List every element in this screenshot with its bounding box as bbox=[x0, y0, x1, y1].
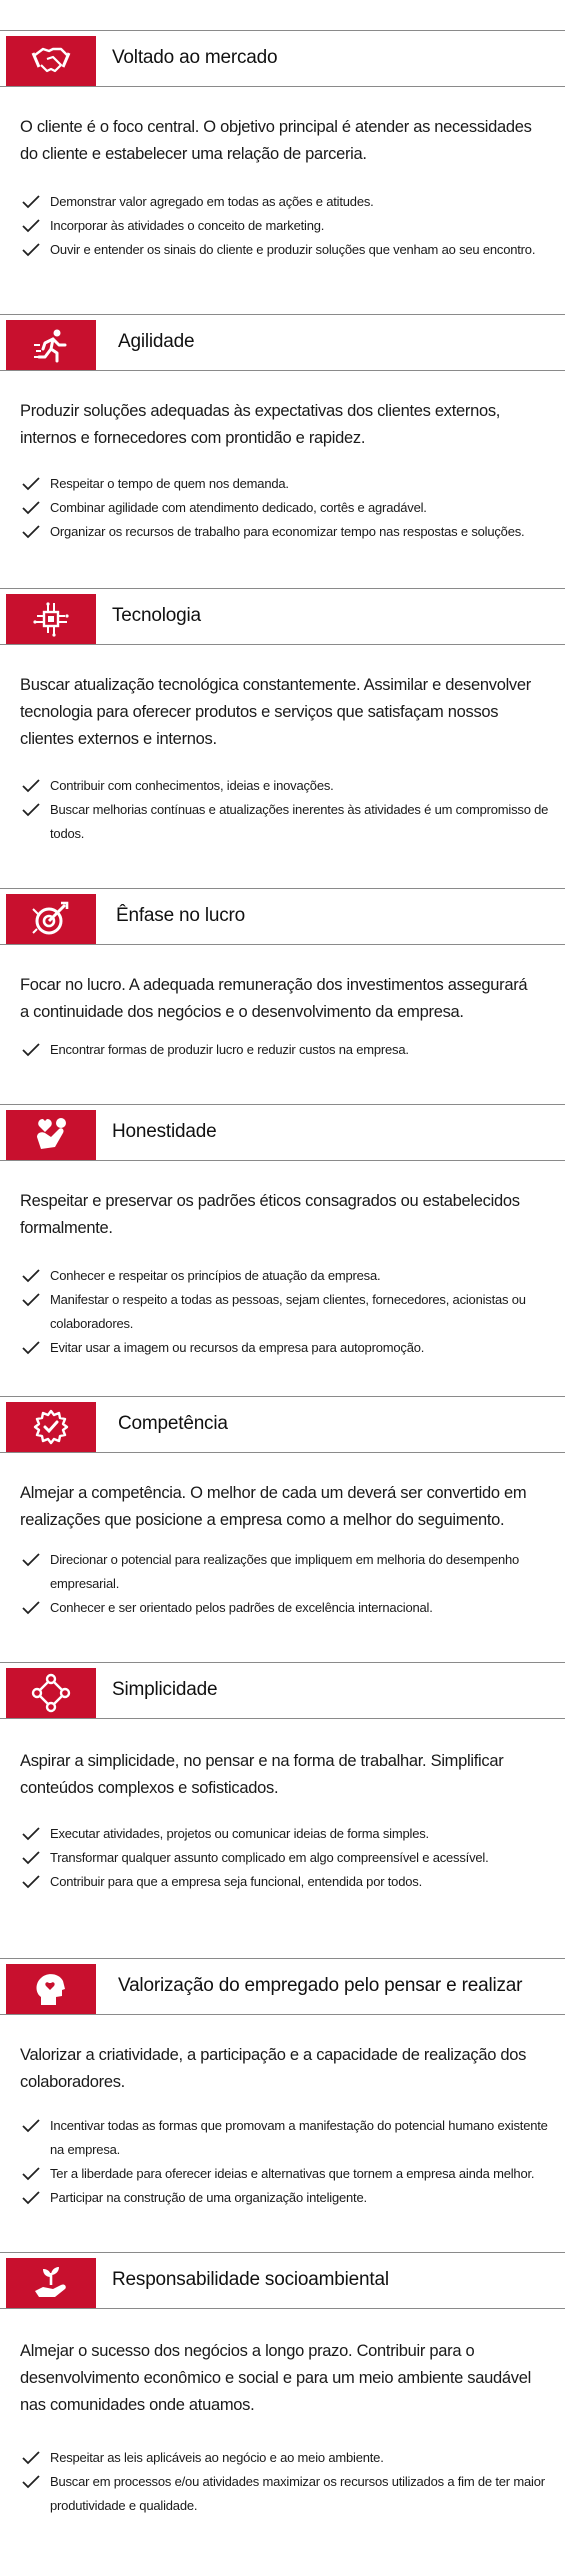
header-divider-top bbox=[0, 1104, 565, 1105]
section-intro: O cliente é o foco central. O objetivo principal é atender as necessidades do cliente e estabelecer uma relação de parceria. bbox=[20, 118, 532, 163]
section-intro: Almejar a competência. O melhor de cada um deverá ser convertido em realizações que posicione a empresa como a melhor do seguimento. bbox=[20, 1484, 527, 1529]
section-title: Voltado ao mercado bbox=[112, 47, 278, 68]
checklist-item bbox=[20, 1846, 550, 1870]
checklist-item bbox=[20, 190, 550, 214]
checklist-item bbox=[20, 2186, 550, 2210]
checklist-item bbox=[20, 2470, 550, 2518]
section-title: Honestidade bbox=[112, 1121, 217, 1142]
checklist-item bbox=[20, 1288, 550, 1336]
checklist-item bbox=[20, 1822, 550, 1846]
checklist-item bbox=[20, 1870, 550, 1894]
checkmark-icon bbox=[22, 2167, 40, 2181]
checklist-item-text: Organizar os recursos de trabalho para economizar tempo nas respostas e soluções. bbox=[50, 524, 525, 539]
checkmark-icon bbox=[22, 243, 40, 257]
checklist-item-text: Direcionar o potencial para realizações que impliquem em melhoria do desempenho empresarial. bbox=[50, 1552, 520, 1591]
header-divider-bottom bbox=[0, 2014, 565, 2015]
checkmark-icon bbox=[22, 1269, 40, 1283]
header-divider-top bbox=[0, 588, 565, 589]
checklist-item bbox=[20, 2162, 550, 2186]
checklist-item-text: Incorporar às atividades o conceito de marketing. bbox=[50, 218, 325, 233]
checkmark-icon bbox=[22, 501, 40, 515]
checklist-item-text: Contribuir para que a empresa seja funcional, entendida por todos. bbox=[50, 1874, 422, 1889]
checklist bbox=[20, 774, 550, 846]
checkmark-icon bbox=[22, 195, 40, 209]
handshake-icon bbox=[31, 41, 71, 81]
header-divider-top bbox=[0, 30, 565, 31]
checkmark-icon bbox=[22, 1827, 40, 1841]
section-intro: Focar no lucro. A adequada remuneração dos investimentos assegurará a continuidade dos negócios e o desenvolvimento da empresa. bbox=[20, 976, 528, 1021]
header-divider-top bbox=[0, 888, 565, 889]
checklist-item-text: Respeitar as leis aplicáveis ao negócio e ao meio ambiente. bbox=[50, 2450, 384, 2465]
header-divider-top bbox=[0, 1396, 565, 1397]
section-title: Ênfase no lucro bbox=[116, 905, 246, 926]
header-divider-top bbox=[0, 2252, 565, 2253]
header-divider-bottom bbox=[0, 2308, 565, 2309]
section-title: Agilidade bbox=[118, 331, 195, 352]
section-icon-box bbox=[6, 894, 96, 944]
checkmark-icon bbox=[22, 1341, 40, 1355]
section-intro: Buscar atualização tecnológica constantemente. Assimilar e desenvolver tecnologia para oferecer produtos e serviços que satisfaçam nossos clientes externos e internos. bbox=[20, 676, 531, 748]
checkmark-icon bbox=[22, 477, 40, 491]
section-icon-box bbox=[6, 36, 96, 86]
checklist-item-text: Encontrar formas de produzir lucro e reduzir custos na empresa. bbox=[50, 1042, 409, 1057]
section-icon-box bbox=[6, 1668, 96, 1718]
checkmark-icon bbox=[22, 2119, 40, 2133]
header-divider-top bbox=[0, 1958, 565, 1959]
checkmark-icon bbox=[22, 525, 40, 539]
checklist-item bbox=[20, 1264, 550, 1288]
checklist-item bbox=[20, 214, 550, 238]
checklist bbox=[20, 190, 550, 262]
checkmark-icon bbox=[22, 1293, 40, 1307]
checklist-item bbox=[20, 1038, 550, 1062]
checklist-item bbox=[20, 2114, 550, 2162]
checkmark-icon bbox=[22, 1851, 40, 1865]
checklist-item-text: Ter a liberdade para oferecer ideias e alternativas que tornem a empresa ainda melhor. bbox=[50, 2166, 535, 2181]
checklist-item-text: Conhecer e ser orientado pelos padrões de excelência internacional. bbox=[50, 1600, 433, 1615]
checkmark-icon bbox=[22, 1553, 40, 1567]
checklist-item-text: Contribuir com conhecimentos, ideias e inovações. bbox=[50, 778, 334, 793]
checklist-item-text: Buscar em processos e/ou atividades maximizar os recursos utilizados a fim de ter maior produtividade e qualidade. bbox=[50, 2474, 545, 2513]
checklist-item bbox=[20, 2446, 550, 2470]
header-divider-top bbox=[0, 1662, 565, 1663]
checklist bbox=[20, 2446, 550, 2518]
running-person-icon bbox=[31, 325, 71, 365]
section-icon-box bbox=[6, 1402, 96, 1452]
checklist bbox=[20, 1548, 550, 1620]
network-nodes-icon bbox=[31, 1673, 71, 1713]
header-divider-bottom bbox=[0, 86, 565, 87]
section-title: Tecnologia bbox=[112, 605, 201, 626]
checklist-item-text: Conhecer e respeitar os princípios de atuação da empresa. bbox=[50, 1268, 381, 1283]
section-icon-box bbox=[6, 594, 96, 644]
checklist-item-text: Incentivar todas as formas que promovam a manifestação do potencial humano existente na empresa. bbox=[50, 2118, 548, 2157]
section-intro: Produzir soluções adequadas às expectativas dos clientes externos, internos e fornecedores com prontidão e rapidez. bbox=[20, 402, 501, 447]
section-icon-box bbox=[6, 1964, 96, 2014]
target-arrow-icon bbox=[31, 899, 71, 939]
section-title: Simplicidade bbox=[112, 1679, 218, 1700]
section-intro: Valorizar a criatividade, a participação e a capacidade de realização dos colaboradores. bbox=[20, 2046, 527, 2091]
section-title: Valorização do empregado pelo pensar e realizar bbox=[118, 1975, 523, 1996]
checkmark-icon bbox=[22, 2451, 40, 2465]
header-divider-bottom bbox=[0, 1160, 565, 1161]
checkmark-icon bbox=[22, 219, 40, 233]
section-icon-box bbox=[6, 1110, 96, 1160]
checklist-item bbox=[20, 1336, 550, 1360]
checkmark-icon bbox=[22, 1601, 40, 1615]
head-heart-icon bbox=[31, 1969, 71, 2009]
checklist-item-text: Combinar agilidade com atendimento dedicado, cortês e agradável. bbox=[50, 500, 427, 515]
section-intro: Aspirar a simplicidade, no pensar e na forma de trabalhar. Simplificar conteúdos complexos e sofisticados. bbox=[20, 1752, 504, 1797]
section-intro: Respeitar e preservar os padrões éticos consagrados ou estabelecidos formalmente. bbox=[20, 1192, 520, 1237]
checklist-item bbox=[20, 472, 550, 496]
checklist-item-text: Executar atividades, projetos ou comunicar ideias de forma simples. bbox=[50, 1826, 429, 1841]
checkmark-icon bbox=[22, 1043, 40, 1057]
checkmark-icon bbox=[22, 779, 40, 793]
checkmark-icon bbox=[22, 1875, 40, 1889]
checkmark-icon bbox=[22, 2191, 40, 2205]
checklist-item bbox=[20, 1596, 550, 1620]
header-divider-bottom bbox=[0, 644, 565, 645]
heart-hand-icon bbox=[31, 1115, 71, 1155]
section-icon-box bbox=[6, 2258, 96, 2308]
checklist bbox=[20, 1264, 550, 1360]
header-divider-bottom bbox=[0, 370, 565, 371]
checklist-item-text: Participar na construção de uma organização inteligente. bbox=[50, 2190, 367, 2205]
header-divider-bottom bbox=[0, 1452, 565, 1453]
checklist-item bbox=[20, 774, 550, 798]
checkmark-icon bbox=[22, 803, 40, 817]
chip-circuit-icon bbox=[31, 599, 71, 639]
checklist-item-text: Ouvir e entender os sinais do cliente e produzir soluções que venham ao seu encontro. bbox=[50, 242, 536, 257]
checklist-item bbox=[20, 520, 550, 544]
checklist-item-text: Respeitar o tempo de quem nos demanda. bbox=[50, 476, 289, 491]
checklist bbox=[20, 1038, 550, 1062]
checklist-item-text: Manifestar o respeito a todas as pessoas, sejam clientes, fornecedores, acionistas ou colaboradores. bbox=[50, 1292, 526, 1331]
checklist bbox=[20, 472, 550, 544]
header-divider-bottom bbox=[0, 944, 565, 945]
header-divider-bottom bbox=[0, 1718, 565, 1719]
checklist bbox=[20, 2114, 550, 2210]
checklist-item bbox=[20, 1548, 550, 1596]
checklist bbox=[20, 1822, 550, 1894]
section-icon-box bbox=[6, 320, 96, 370]
checklist-item-text: Transformar qualquer assunto complicado em algo compreensível e acessível. bbox=[50, 1850, 489, 1865]
gear-check-icon bbox=[31, 1407, 71, 1447]
header-divider-top bbox=[0, 314, 565, 315]
checklist-item bbox=[20, 496, 550, 520]
checklist-item-text: Evitar usar a imagem ou recursos da empresa para autopromoção. bbox=[50, 1340, 425, 1355]
checklist-item-text: Buscar melhorias contínuas e atualizações inerentes às atividades é um compromisso de todos. bbox=[50, 802, 549, 841]
checklist-item bbox=[20, 238, 550, 262]
section-intro: Almejar o sucesso dos negócios a longo prazo. Contribuir para o desenvolvimento econômico e social e para um meio ambiente saudável nas comunidades onde atuamos. bbox=[20, 2342, 531, 2414]
checklist-item bbox=[20, 798, 550, 846]
checklist-item-text: Demonstrar valor agregado em todas as ações e atitudes. bbox=[50, 194, 374, 209]
hand-plant-icon bbox=[31, 2263, 71, 2303]
section-title: Responsabilidade socioambiental bbox=[112, 2269, 389, 2290]
section-title: Competência bbox=[118, 1413, 228, 1434]
checkmark-icon bbox=[22, 2475, 40, 2489]
